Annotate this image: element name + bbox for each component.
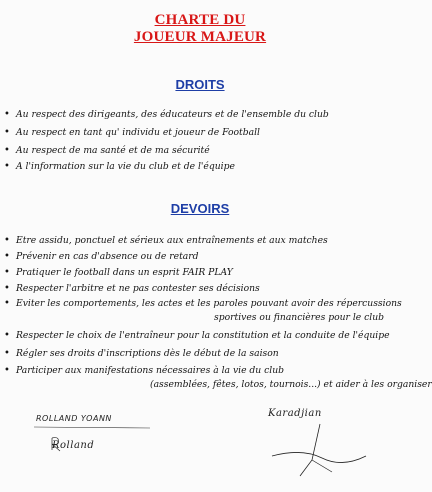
underline-left bbox=[32, 424, 152, 430]
duties-item bbox=[4, 251, 396, 262]
duties-item-text: Prévenir en cas d'absence ou de retard bbox=[16, 251, 199, 262]
duties-item-text: Etre assidu, ponctuel et sérieux aux entraînements et aux matches bbox=[16, 235, 328, 246]
signature-name-left: ROLLAND YOANN bbox=[36, 414, 112, 423]
bullet-icon: • bbox=[4, 348, 10, 359]
duties-item-text: Respecter le choix de l'entraîneur pour la constitution et la conduite de l'équipe bbox=[16, 330, 390, 341]
duties-item-continuation: sportives ou financières pour le club bbox=[214, 312, 385, 323]
bullet-icon: • bbox=[4, 330, 10, 341]
rights-item bbox=[4, 161, 396, 172]
bullet-icon: • bbox=[4, 145, 10, 156]
bullet-icon: • bbox=[4, 298, 10, 309]
duties-item bbox=[4, 330, 396, 341]
page-title-line-2: JOUEUR MAJEUR bbox=[133, 29, 267, 45]
page-title-line-1: CHARTE DU bbox=[154, 12, 246, 28]
duties-heading: DEVOIRS bbox=[170, 201, 230, 216]
duties-item-continuation: (assemblées, fêtes, lotos, tournois...) et aider à les organiser bbox=[150, 379, 432, 390]
rights-item-text: A l'information sur la vie du club et de l'équipe bbox=[16, 161, 235, 172]
duties-item bbox=[4, 365, 396, 376]
duties-item bbox=[4, 348, 396, 359]
bullet-icon: • bbox=[4, 251, 10, 262]
signature-left: Rolland bbox=[52, 440, 95, 451]
duties-item-text: Participer aux manifestations nécessaires à la vie du club bbox=[16, 365, 285, 376]
duties-item bbox=[4, 283, 396, 294]
rights-item-text: Au respect des dirigeants, des éducateurs et de l'ensemble du club bbox=[16, 109, 329, 120]
duties-item-text: Eviter les comportements, les actes et les paroles pouvant avoir des répercussions bbox=[16, 298, 402, 309]
duties-item bbox=[4, 235, 396, 246]
duties-item-text: Respecter l'arbitre et ne pas contester ses décisions bbox=[16, 283, 260, 294]
duties-item-text: Régler ses droits d'inscriptions dès le début de la saison bbox=[16, 348, 279, 359]
rights-heading: DROITS bbox=[175, 77, 225, 92]
bullet-icon: • bbox=[4, 235, 10, 246]
bullet-icon: • bbox=[4, 109, 10, 120]
signature-right-scribble bbox=[262, 420, 372, 480]
rights-item-text: Au respect de ma santé et de ma sécurité bbox=[16, 145, 210, 156]
bullet-icon: • bbox=[4, 127, 10, 138]
duties-item bbox=[4, 267, 396, 278]
bullet-icon: • bbox=[4, 161, 10, 172]
signature-name-right: Karadjian bbox=[268, 408, 322, 419]
rights-item-text: Au respect en tant qu' individu et joueur de Football bbox=[16, 127, 260, 138]
rights-item bbox=[4, 145, 396, 156]
bullet-icon: • bbox=[4, 267, 10, 278]
duties-item bbox=[4, 298, 402, 309]
bullet-icon: • bbox=[4, 365, 10, 376]
rights-item bbox=[4, 127, 396, 138]
bullet-icon: • bbox=[4, 283, 10, 294]
duties-item-text: Pratiquer le football dans un esprit FAIR PLAY bbox=[16, 267, 233, 278]
signature-left-scribble bbox=[48, 434, 108, 454]
rights-item bbox=[4, 109, 396, 120]
